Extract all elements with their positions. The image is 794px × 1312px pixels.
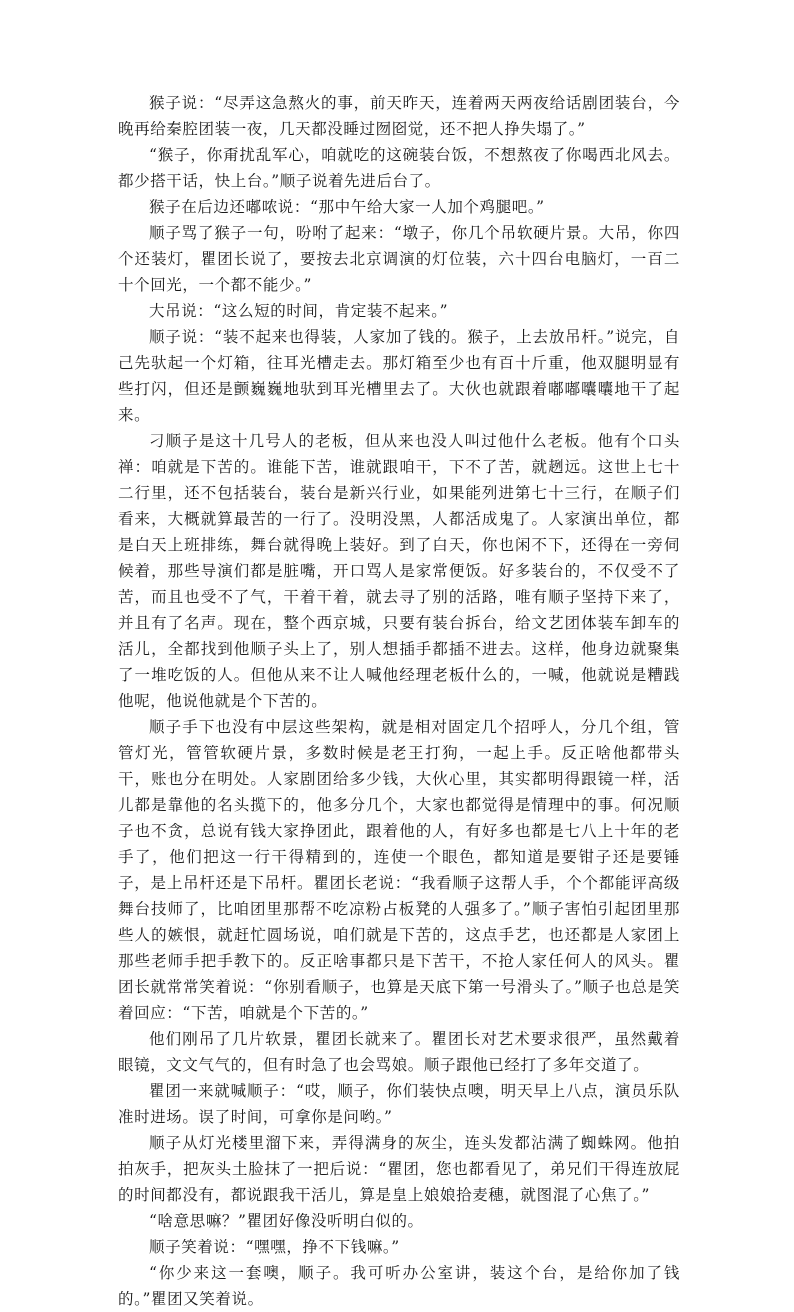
- paragraph: “啥意思嘛？”瞿团好像没听明白似的。: [149, 1212, 424, 1230]
- paragraph: 顺子说：“装不起来也得装，人家加了钱的。猴子，上去放吊杆。”说完，自己先驮起一个灯箱，往耳光槽走去。那灯箱至少也有百十斤重，他双腿明显有些打闪，但还是颤巍巍地驮到耳光槽里去了。大伙也就跟着嘟嘟囔囔地干了起来。: [118, 328, 680, 424]
- paragraph: 顺子笑着说：“嘿嘿，挣不下钱嘛。”: [149, 1238, 400, 1256]
- paragraph: 顺子手下也没有中层这些架构，就是相对固定几个招呼人，分几个组，管管灯光，管管软硬片景，多数时候是老王打狗，一起上手。反正啥他都带头干，账也分在明处。人家剧团给多少钱，大伙心里，其实都明得跟镜一样，活儿都是靠他的名头揽下的，他多分几个，大家也都觉得是情理中的事。何况顺子也不贪，总说有钱大家挣团此，跟着他的人，有好多也都是七八上十年的老手了，他们把这一行干得精到的，连使一个眼色，都知道是要钳子还是要锤子，是上吊杆还是下吊杆。瞿团长老说：“我看顺子这帮人手，个个都能评高级舞台技师了，比咱团里那帮不吃凉粉占板凳的人强多了。”顺子害怕引起团里那些人的嫉恨，就赶忙圆场说，咱们就是下苦的，这点手艺，也还都是人家团上那些老师手把手教下的。反正啥事都只是下苦干，不抢人家任何人的风头。瞿团长就常常笑着说：“你别看顺子，也算是天底下第一号滑头了。”顺子也总是笑着回应：“下苦，咱就是个下苦的。”: [118, 718, 680, 1022]
- paragraph: 瞿团一来就喊顺子：“哎，顺子，你们装快点噢，明天早上八点，演员乐队准时进场。误了时间，可拿你是问哟。”: [118, 1082, 680, 1126]
- paragraph: “猴子，你甭扰乱军心，咱就吃的这碗装台饭，不想熬夜了你喝西北风去。都少搭干话，快上台。”顺子说着先进后台了。: [118, 146, 680, 190]
- paragraph: 猴子在后边还嘟哝说：“那中午给大家一人加个鸡腿吧。”: [149, 198, 545, 216]
- paragraph: 顺子骂了猴子一句，吩咐了起来：“墩子，你几个吊软硬片景。大吊，你四个还装灯，瞿团长说了，要按去北京调演的灯位装，六十四台电脑灯，一百二十个回光，一个都不能少。”: [118, 224, 680, 294]
- paragraph: 大吊说：“这么短的时间，肯定装不起来。”: [149, 302, 449, 320]
- paragraph: “你少来这一套噢，顺子。我可听办公室讲，装这个台，是给你加了钱的。”瞿团又笑着说。: [118, 1264, 680, 1308]
- article-body: [118, 90, 680, 1312]
- paragraph: 刁顺子是这十几号人的老板，但从来也没人叫过他什么老板。他有个口头禅：咱就是下苦的。谁能下苦，谁就跟咱干，下不了苦，就趔远。这世上七十二行里，还不包括装台，装台是新兴行业，如果能列进第七十三行，在顺子们看来，大概就算最苦的一行了。没明没黑，人都活成鬼了。人家演出单位，都是白天上班排练，舞台就得晚上装好。到了白天，你也闲不下，还得在一旁伺候着，那些导演们都是脏嘴，开口骂人是家常便饭。好多装台的，不仅受不了苦，而且也受不了气，干着干着，就去寻了别的活路，唯有顺子坚持下来了，并且有了名声。现在，整个西京城，只要有装台拆台，给文艺团体装车卸车的活儿，全都找到他顺子头上了，别人想插手都插不进去。这样，他身边就聚集了一堆吃饭的人。但他从来不让人喊他经理老板什么的，一喊，他就说是糟践他呢，他说他就是个下苦的。: [118, 432, 680, 710]
- paragraph: 猴子说：“尽弄这急熬火的事，前天昨天，连着两天两夜给话剧团装台，今晚再给秦腔团装一夜，几天都没睡过囫囵觉，还不把人挣失塌了。”: [118, 94, 680, 138]
- paragraph: 他们刚吊了几片软景，瞿团长就来了。瞿团长对艺术要求很严，虽然戴着眼镜，文文气气的，但有时急了也会骂娘。顺子跟他已经打了多年交道了。: [118, 1030, 680, 1074]
- paragraph: 顺子从灯光楼里溜下来，弄得满身的灰尘，连头发都沾满了蜘蛛网。他拍拍灰手，把灰头土脸抹了一把后说：“瞿团，您也都看见了，弟兄们干得连放屁的时间都没有，都说跟我干活儿，算是皇上娘娘拾麦穗，就图混了心焦了。”: [118, 1134, 680, 1204]
